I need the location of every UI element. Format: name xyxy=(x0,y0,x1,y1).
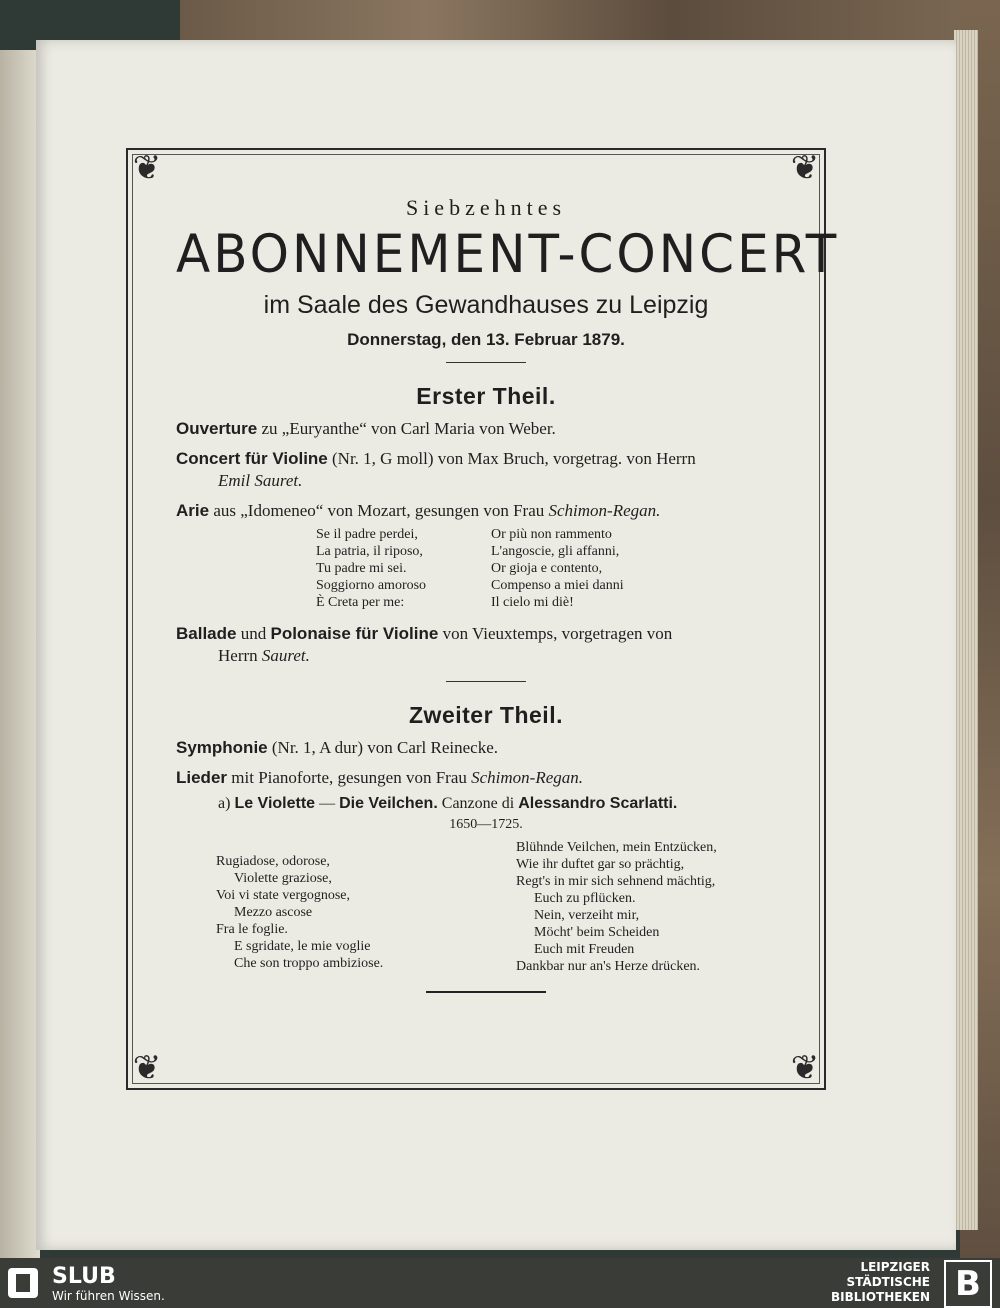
verse-line: Euch zu pflücken. xyxy=(534,891,636,906)
item-text: (Nr. 1, G moll) von Max Bruch, vorgetrag. von Herrn xyxy=(327,449,696,468)
verse-line: Fra le foglie. xyxy=(216,922,288,937)
verse-line: L'angoscie, gli affanni, xyxy=(491,544,620,559)
slub-name: SLUB xyxy=(52,1264,116,1289)
song-verse xyxy=(176,839,796,975)
program-item-ballade xyxy=(176,623,796,667)
lsb-line: LEIPZIGER xyxy=(860,1260,930,1274)
concert-title: ABONNEMENT-CONCERT xyxy=(176,223,840,285)
program-item-lieder xyxy=(176,767,796,789)
corner-ornament-icon: ❦ xyxy=(132,150,162,187)
item-text: (Nr. 1, A dur) von Carl Reinecke. xyxy=(267,738,499,757)
corner-ornament-icon: ❦ xyxy=(790,150,820,187)
item-text: zu „Euryanthe“ von Carl Maria von Weber. xyxy=(257,419,556,438)
verse-line: Mezzo ascose xyxy=(234,905,313,920)
lsb-name xyxy=(831,1260,930,1305)
performer-name: Sauret. xyxy=(261,646,310,665)
song-a xyxy=(176,793,796,815)
item-title: Die Veilchen. xyxy=(339,795,438,812)
item-title: Le Violette xyxy=(234,795,316,812)
performer-name: Schimon-Regan. xyxy=(548,501,661,520)
item-title: Lieder xyxy=(176,768,228,787)
performer-name: Emil Sauret. xyxy=(218,471,303,490)
page-edges xyxy=(954,30,978,1230)
item-title: Polonaise für Violine xyxy=(270,624,439,643)
verse-line: La patria, il riposo, xyxy=(316,544,423,559)
program-content xyxy=(176,195,840,993)
verse-line: Se il padre perdei, xyxy=(316,527,418,542)
verse-line: Or gioja e contento, xyxy=(491,561,603,576)
lsb-logo-icon: B xyxy=(944,1260,992,1308)
item-title: Concert für Violine xyxy=(176,449,328,468)
item-title: Ouverture xyxy=(176,419,258,438)
item-title: Alessandro Scarlatti. xyxy=(518,795,678,812)
corner-ornament-icon: ❦ xyxy=(790,1050,820,1087)
verse-line: Wie ihr duftet gar so prächtig, xyxy=(516,857,685,872)
aria-verse xyxy=(176,526,796,611)
verse-line: Tu padre mi sei. xyxy=(316,561,407,576)
item-title: Arie xyxy=(176,501,210,520)
program-item-symphonie xyxy=(176,737,796,759)
item-text: und xyxy=(236,624,271,643)
item-text: mit Pianoforte, gesungen von Frau xyxy=(227,768,472,787)
slub-logo-icon xyxy=(8,1268,38,1298)
item-text: Herrn xyxy=(218,646,262,665)
verse-line: E sgridate, le mie voglie xyxy=(234,939,371,954)
verse-line: Nein, verzeiht mir, xyxy=(534,908,640,923)
item-text: von Vieuxtemps, vorgetragen von xyxy=(438,624,673,643)
item-text: a) xyxy=(218,795,235,812)
venue-line: im Saale des Gewandhauses zu Leipzig xyxy=(263,291,709,319)
verse-line: È Creta per me: xyxy=(316,595,405,610)
program-item-arie xyxy=(176,500,796,522)
composer-years: 1650—1725. xyxy=(449,817,523,832)
left-page-edge xyxy=(0,50,40,1258)
verse-line: Soggiorno amoroso xyxy=(316,578,427,593)
program-item-ouverture xyxy=(176,418,796,440)
item-text: Canzone di xyxy=(437,795,519,812)
verse-line: Euch mit Freuden xyxy=(534,942,635,957)
slub-tagline: Wir führen Wissen. xyxy=(52,1289,165,1303)
verse-line: Blühnde Veilchen, mein Entzücken, xyxy=(516,840,717,855)
lsb-line: STÄDTISCHE xyxy=(846,1275,930,1289)
verse-line: Or più non rammento xyxy=(491,527,612,542)
item-text: — xyxy=(315,795,340,812)
divider-ornament xyxy=(446,681,526,688)
lsb-line: BIBLIOTHEKEN xyxy=(830,1290,930,1304)
verse-line: Rugiadose, odorose, xyxy=(216,854,330,869)
verse-line: Compenso a miei danni xyxy=(491,578,624,593)
verse-line: Il cielo mi diè! xyxy=(491,595,574,610)
item-text: aus „Idomeneo“ von Mozart, gesungen von Frau xyxy=(209,501,549,520)
provider-footer xyxy=(0,1258,1000,1308)
closing-rule xyxy=(426,991,546,993)
divider-ornament xyxy=(446,362,526,369)
corner-ornament-icon: ❦ xyxy=(132,1050,162,1087)
item-title: Ballade xyxy=(176,624,237,643)
program-item-concert xyxy=(176,448,796,492)
date-line: Donnerstag, den 13. Februar 1879. xyxy=(347,330,625,349)
verse-line: Che son troppo ambiziose. xyxy=(234,956,384,971)
pre-title: Siebzehntes xyxy=(405,195,567,220)
verse-line: Violette graziose, xyxy=(234,871,332,886)
part1-heading: Erster Theil. xyxy=(416,383,556,409)
verse-line: Möcht' beim Scheiden xyxy=(534,925,660,940)
verse-line: Regt's in mir sich sehnend mächtig, xyxy=(516,874,716,889)
verse-line: Voi vi state vergognose, xyxy=(216,888,351,903)
item-title: Symphonie xyxy=(176,738,268,757)
verse-line: Dankbar nur an's Herze drücken. xyxy=(516,959,701,974)
part2-heading: Zweiter Theil. xyxy=(409,702,563,728)
performer-name: Schimon-Regan. xyxy=(471,768,584,787)
